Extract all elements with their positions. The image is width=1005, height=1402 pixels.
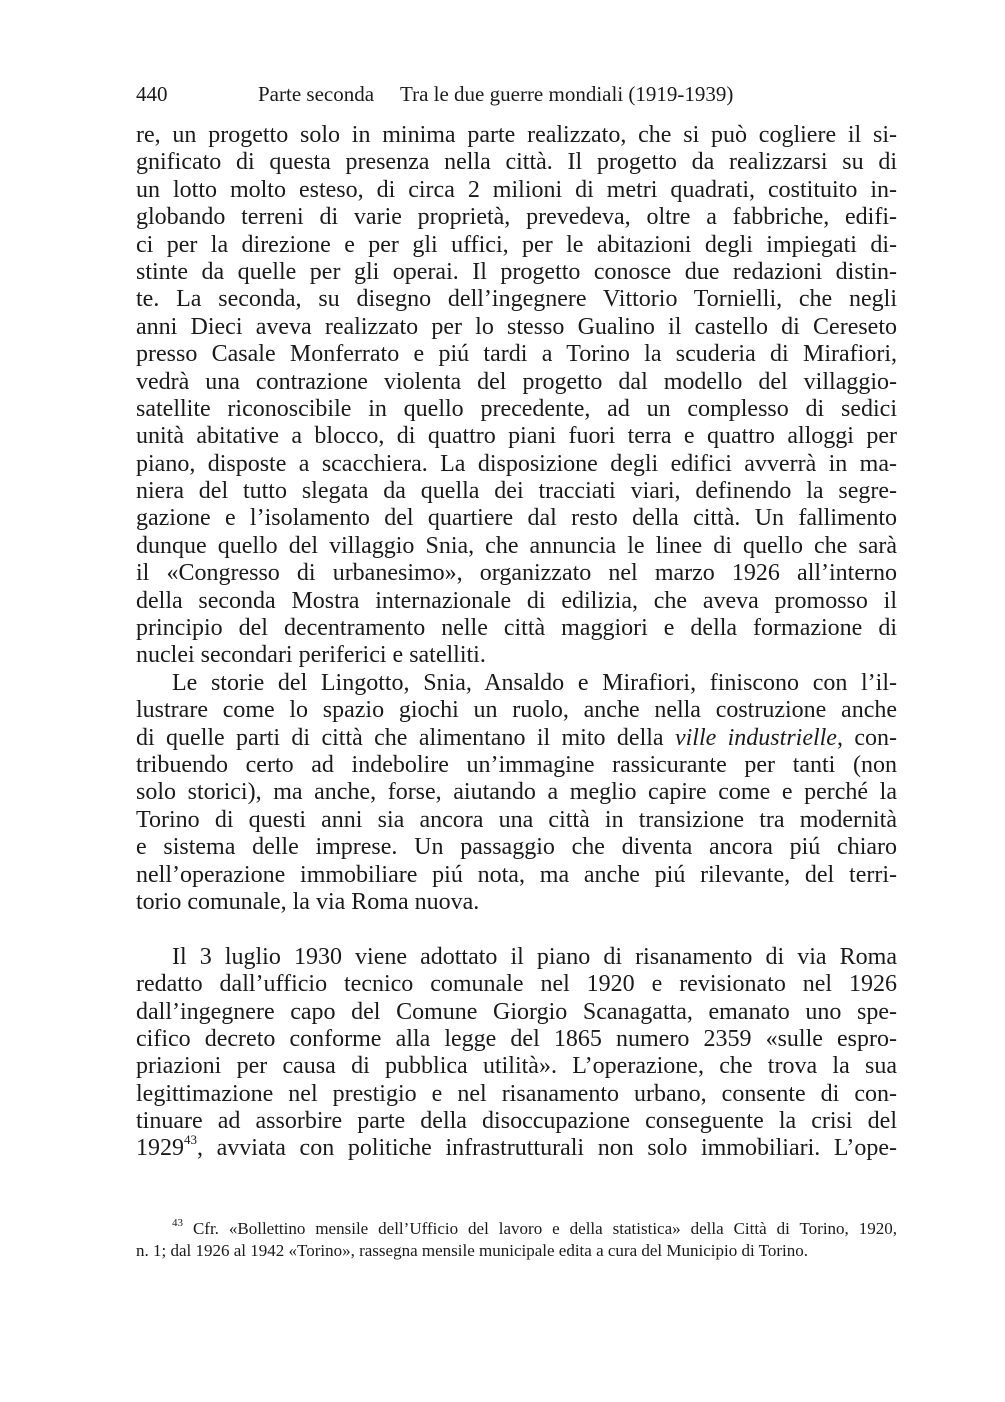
text-line: priazioni per causa di pubblica utilità». L’operazione, che trova la sua: [136, 1053, 897, 1080]
part-title: Tra le due guerre mondiali (1919-1939): [400, 82, 734, 106]
part-label: Parte seconda: [258, 82, 375, 106]
text-line: dall’ingegnere capo del Comune Giorgio Scanagatta, emanato uno spe-: [136, 998, 897, 1025]
footnote: [136, 1218, 897, 1262]
text-fragment: , avviata con politiche infrastrutturali non solo immobiliari. L’ope-: [197, 1135, 897, 1162]
text-line: [136, 725, 897, 752]
text-fragment: 1929: [136, 1135, 184, 1162]
text-line: te. La seconda, su disegno dell’ingegnere Vittorio Tornielli, che negli: [136, 286, 897, 313]
text-line: satellite riconoscibile in quello precedente, ad un complesso di sedici: [136, 395, 897, 422]
body-text: [136, 122, 897, 1163]
text-line: Le storie del Lingotto, Snia, Ansaldo e Mirafiori, finiscono con l’il-: [172, 669, 897, 696]
text-line: principio del decentramento nelle città maggiori e della formazione di: [136, 615, 897, 642]
text-line: solo storici), ma anche, forse, aiutando a meglio capire come e perché la: [136, 779, 897, 806]
text-line: un lotto molto esteso, di circa 2 milioni di metri quadrati, costituito in-: [136, 176, 897, 203]
text-line: lustrare come lo spazio giochi un ruolo, anche nella costruzione anche: [136, 697, 897, 724]
footnote-number: 43: [172, 1217, 183, 1230]
text-line: legittimazione nel prestigio e nel risanamento urbano, consente di con-: [136, 1080, 897, 1107]
text-line: nell’operazione immobiliare piú nota, ma anche piú rilevante, del terri-: [136, 861, 897, 888]
text-line: cifico decreto conforme alla legge del 1865 numero 2359 «sulle espro-: [136, 1025, 897, 1052]
text-line: re, un progetto solo in minima parte realizzato, che si può cogliere il si-: [136, 122, 897, 148]
text-line: della seconda Mostra internazionale di edilizia, che aveva promosso il: [136, 587, 897, 614]
text-line: Torino di questi anni sia ancora una città in transizione tra modernità: [136, 806, 897, 833]
text-line: ci per la direzione e per gli uffici, per le abitazioni degli impiegati di-: [136, 231, 897, 258]
text-line: torio comunale, la via Roma nuova.: [136, 888, 480, 915]
text-line: gnificato di questa presenza nella città. Il progetto da realizzarsi su di: [136, 149, 897, 176]
text-line: redatto dall’ufficio tecnico comunale nel 1920 e revisionato nel 1926: [136, 971, 897, 998]
text-line: e sistema delle imprese. Un passaggio che diventa ancora piú chiaro: [136, 834, 897, 861]
paragraph-3: [136, 944, 897, 1163]
text-line: il «Congresso di urbanesimo», organizzato nel marzo 1926 all’interno: [136, 560, 897, 587]
text-line: [136, 1132, 897, 1162]
italic-term: ville industrielle: [674, 724, 837, 751]
text-line: vedrà una contrazione violenta del progetto dal modello del villaggio-: [136, 368, 897, 395]
text-line: stinte da quelle per gli operai. Il progetto conosce due redazioni distin-: [136, 258, 897, 285]
text-line: anni Dieci aveva realizzato per lo stesso Gualino il castello di Cereseto: [136, 313, 897, 340]
section-break: [136, 916, 897, 943]
footnote-line: [136, 1218, 897, 1240]
page-number: 440: [136, 82, 168, 106]
text-line: Il 3 luglio 1930 viene adottato il piano di risanamento di via Roma: [172, 943, 897, 970]
footnote-line: n. 1; dal 1926 al 1942 «Torino», rassegna mensile municipale edita a cura del Municipio di Torino.: [136, 1241, 808, 1260]
text-line: tribuendo certo ad indebolire un’immagine rassicurante per tanti (non: [136, 751, 897, 778]
paragraph-1: [136, 122, 897, 670]
paragraph-2: [136, 670, 897, 917]
text-line: globando terreni di varie proprietà, prevedeva, oltre a fabbriche, edifi-: [136, 204, 897, 231]
text-line: gazione e l’isolamento del quartiere dal resto della città. Un fallimento: [136, 505, 897, 532]
text-line: piano, disposte a scacchiera. La disposizione degli edifici avverrà in ma-: [136, 450, 897, 477]
text-line: unità abitative a blocco, di quattro piani fuori terra e quattro alloggi per: [136, 423, 897, 450]
footnote-text: Cfr. «Bollettino mensile dell’Ufficio del lavoro e della statistica» della Città di Torino, 1920,: [183, 1219, 897, 1238]
text-fragment: di quelle parti di città che alimentano il mito della: [136, 724, 675, 751]
text-fragment: , con-: [836, 724, 897, 751]
text-line: niera del tutto slegata da quella dei tracciati viari, definendo la segre-: [136, 478, 897, 505]
text-line: tinuare ad assorbire parte della disoccupazione conseguente la crisi del: [136, 1108, 897, 1135]
running-head: [136, 79, 896, 109]
text-line: nuclei secondari periferici e satelliti.: [136, 642, 486, 669]
text-line: presso Casale Monferrato e piú tardi a Torino la scuderia di Mirafiori,: [136, 341, 897, 368]
text-line: dunque quello del villaggio Snia, che annuncia le linee di quello che sarà: [136, 532, 897, 559]
footnote-reference[interactable]: 43: [184, 1132, 197, 1148]
